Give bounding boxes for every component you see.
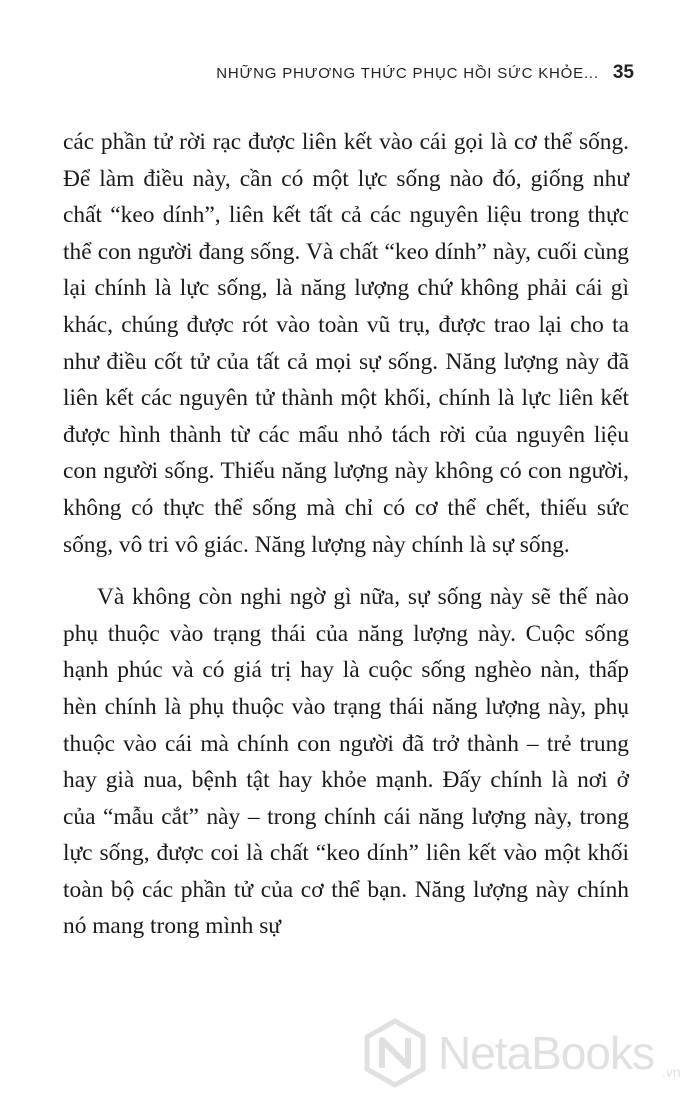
running-header [216, 62, 634, 84]
page-number: 35 [612, 62, 634, 83]
running-title: NHỮNG PHƯƠNG THỨC PHỤC HỒI SỨC KHỎE... [216, 65, 599, 82]
watermark-brand: NetaBooks [438, 1027, 655, 1079]
paragraph-1: các phần tử rời rạc được liên kết vào cái gọi là cơ thể sống. Để làm điều này, cần có một lực sống nào đó, giống như chất “keo dính”, liên kết tất cả các nguyên liệu trong thực thể con người đang sống. Và chất “keo dính” này, cuối cùng lại chính là lực sống, là năng lượng chứ không phải cái gì khác, chúng được rót vào toàn vũ trụ, được trao lại cho ta như điều cốt tử của tất cả mọi sự sống. Năng lượng này đã liên kết các nguyên tử thành một khối, chính là lực liên kết được hình thành từ các mẩu nhỏ tách rời của nguyên liệu con người sống. Thiếu năng lượng này không có con người, không có thực thể sống mà chỉ có cơ thể chết, thiếu sức sống, vô tri vô giác. Năng lượng này chính là sự sống. [63, 129, 629, 558]
watermark [360, 1018, 681, 1088]
page-body [63, 124, 629, 945]
netabooks-logo-icon [360, 1018, 430, 1088]
watermark-suffix: .vn [662, 1064, 681, 1080]
paragraph-2: Và không còn nghi ngờ gì nữa, sự sống này sẽ thế nào phụ thuộc vào trạng thái của năng lượng này. Cuộc sống hạnh phúc và có giá trị hay là cuộc sống nghèo nàn, thấp hèn chính là phụ thuộc vào trạng thái năng lượng này, phụ thuộc vào cái mà chính con người đã trở thành – trẻ trung hay già nua, bệnh tật hay khỏe mạnh. Đấy chính là nơi ở của “mẫu cắt” này – trong chính cái năng lượng này, trong lực sống, được coi là chất “keo dính” liên kết vào một khối toàn bộ các phần tử của cơ thể bạn. Năng lượng này chính nó mang trong mình sự [63, 584, 629, 940]
